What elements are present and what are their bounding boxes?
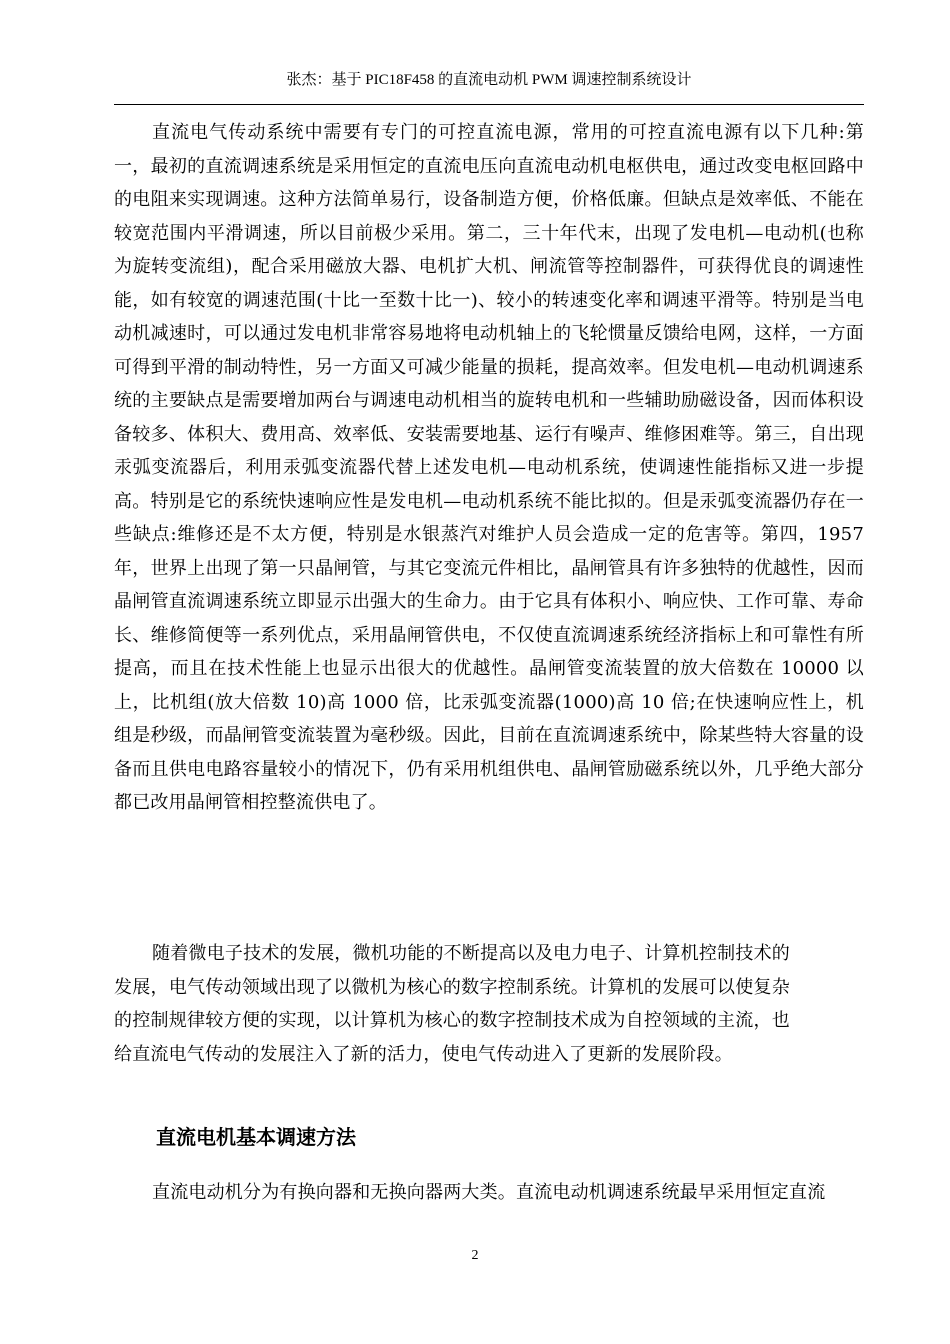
page-number: 2 (471, 1248, 479, 1263)
running-header-title: 张杰：基于 PIC18F458 的直流电动机 PWM 调速控制系统设计 (286, 72, 692, 88)
body-paragraph-3: 直流电动机分为有换向器和无换向器两大类。直流电动机调速系统最早采用恒定直流 (152, 1182, 826, 1203)
body-paragraph-2: 随着微电子技术的发展，微机功能的不断提高以及电力电子、计算机控制技术的发展，电气传动领域出现了以微机为核心的数字控制系统。计算机的发展可以使复杂的控制规律较方便的实现，以计算机为核心的数字控制技术成为自控领域的主流，也给直流电气传动的发展注入了新的活力，使电气传动进入了更新的发展阶段。 (114, 943, 790, 1065)
header-rule (114, 104, 864, 105)
section-heading: 直流电机基本调速方法 (156, 1125, 356, 1149)
body-paragraph-1: 直流电气传动系统中需要有专门的可控直流电源，常用的可控直流电源有以下几种:第一，最初的直流调速系统是采用恒定的直流电压向直流电动机电枢供电，通过改变电枢回路中的电阻来实现调速。这种方法简单易行，设备制造方便，价格低廉。但缺点是效率低、不能在较宽范围内平滑调速，所以目前极少采用。第二，三十年代末，出现了发电机—电动机(也称为旋转变流组)，配合采用磁放大器、电机扩大机、闸流管等控制器件，可获得优良的调速性能，如有较宽的调速范围(十比一至数十比一)、较小的转速变化率和调速平滑等。特别是当电动机减速时，可以通过发电机非常容易地将电动机轴上的飞轮惯量反馈给电网，这样，一方面可得到平滑的制动特性，另一方面又可减少能量的损耗，提高效率。但发电机—电动机调速系统的主要缺点是需要增加两台与调速电动机相当的旋转电机和一些辅助励磁设备，因而体积设备较多、体积大、费用高、效率低、安装需要地基、运行有噪声、维修困难等。第三，自出现汞弧变流器后，利用汞弧变流器代替上述发电机—电动机系统，使调速性能指标又进一步提高。特别是它的系统快速响应性是发电机—电动机系统不能比拟的。但是汞弧变流器仍存在一些缺点:维修还是不太方便，特别是水银蒸汽对维护人员会造成一定的危害等。第四，1957 年，世界上出现了第一只晶闸管，与其它变流元件相比，晶闸管具有许多独特的优越性，因而晶闸管直流调速系统立即显示出强大的生命力。由于它具有体积小、响应快、工作可靠、寿命长、维修简便等一系列优点，采用晶闸管供电，不仅使直流调速系统经济指标上和可靠性有所提高，而且在技术性能上也显示出很大的优越性。晶闸管变流装置的放大倍数在 10000 以上，比机组(放大倍数 10)高 1000 倍，比汞弧变流器(1000)高 10 倍;在快速响应性上，机组是秒级，而晶闸管变流装置为毫秒级。因此，目前在直流调速系统中，除某些特大容量的设备而且供电电路容量较小的情况下，仍有采用机组供电、晶闸管励磁系统以外，几乎绝大部分都已改用晶闸管相控整流供电了。 (114, 122, 864, 813)
